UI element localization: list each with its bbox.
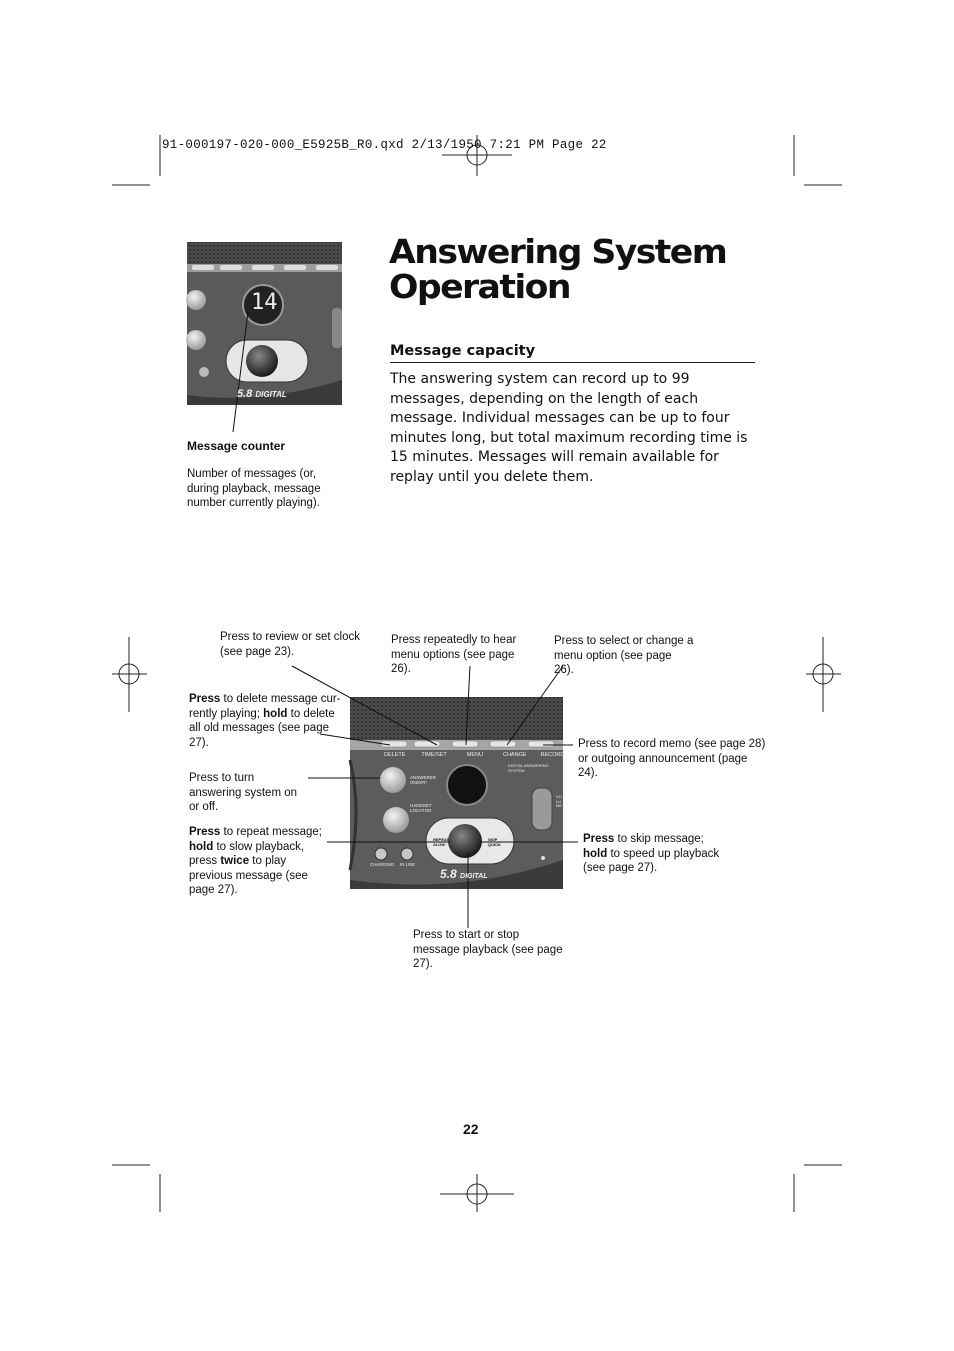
skip-label: SKIP QUICK — [488, 837, 501, 847]
page-title: Answering System Operation — [389, 232, 727, 306]
answerer-label: ANSWERER ON/OFF — [410, 775, 437, 785]
brand-logo-small: 5.8 DIGITAL — [237, 388, 287, 400]
button-labels: DELETE TIME/SET MENU CHANGE RECORD — [384, 752, 565, 758]
handset-locator-button — [383, 807, 409, 833]
callout-delete: Press to delete message cur-rently playing; hold to delete all old messages (see page 27). — [189, 693, 341, 749]
locator-label: HANDSET LOCATOR — [410, 803, 432, 813]
section-body: The answering system can record up to 99 messages, depending on the length of each message. Individual messages can be up to four minutes long, but total maximum recording time is 15 minutes. Messages will remain available for replay until you delete them. — [390, 371, 748, 485]
answerer-power-button — [380, 767, 406, 793]
message-counter-display: 14 — [251, 290, 278, 315]
callout-time-set: Press to review or set clock (see page 23). — [220, 631, 360, 658]
play-stop-button — [448, 824, 482, 858]
message-counter-window — [447, 765, 487, 805]
section-heading: Message capacity — [390, 343, 755, 363]
repeat-label: REPEAT SLOW — [433, 837, 449, 847]
volume-rocker — [532, 788, 552, 830]
callout-repeat: Press to repeat message; hold to slow playback, press twice to play previous message (see page 27). — [189, 826, 322, 896]
callout-play: Press to start or stop message playback (see page 27). — [413, 929, 563, 970]
brand-logo-large: 5.8 DIGITAL — [440, 867, 488, 881]
callout-menu: Press repeatedly to hear menu options (see page 26). — [391, 634, 517, 675]
in-use-label: IN USE — [400, 862, 416, 867]
counter-caption-label: Message counter — [187, 439, 286, 453]
system-label: DIGITAL ANSWERING SYSTEM — [508, 763, 549, 773]
charging-label: CHARGING — [370, 862, 395, 867]
callout-skip: Press to skip message; hold to speed up playback (see page 27). — [583, 833, 720, 874]
volume-label: VOLUME — [556, 794, 562, 808]
counter-caption-text: Number of messages (or, during playback, message number currently playing). — [187, 468, 321, 509]
callout-change: Press to select or change a menu option (see page 26). — [554, 635, 694, 676]
file-slug: 91-000197-020-000_E5925B_R0.qxd 2/13/1950 7:21 PM Page 22 — [162, 138, 607, 152]
callout-record: Press to record memo (see page 28) or outgoing announcement (page 24). — [578, 738, 766, 779]
page-number: 22 — [463, 1121, 479, 1137]
callout-answerer: Press to turn answering system on or off. — [189, 772, 298, 813]
